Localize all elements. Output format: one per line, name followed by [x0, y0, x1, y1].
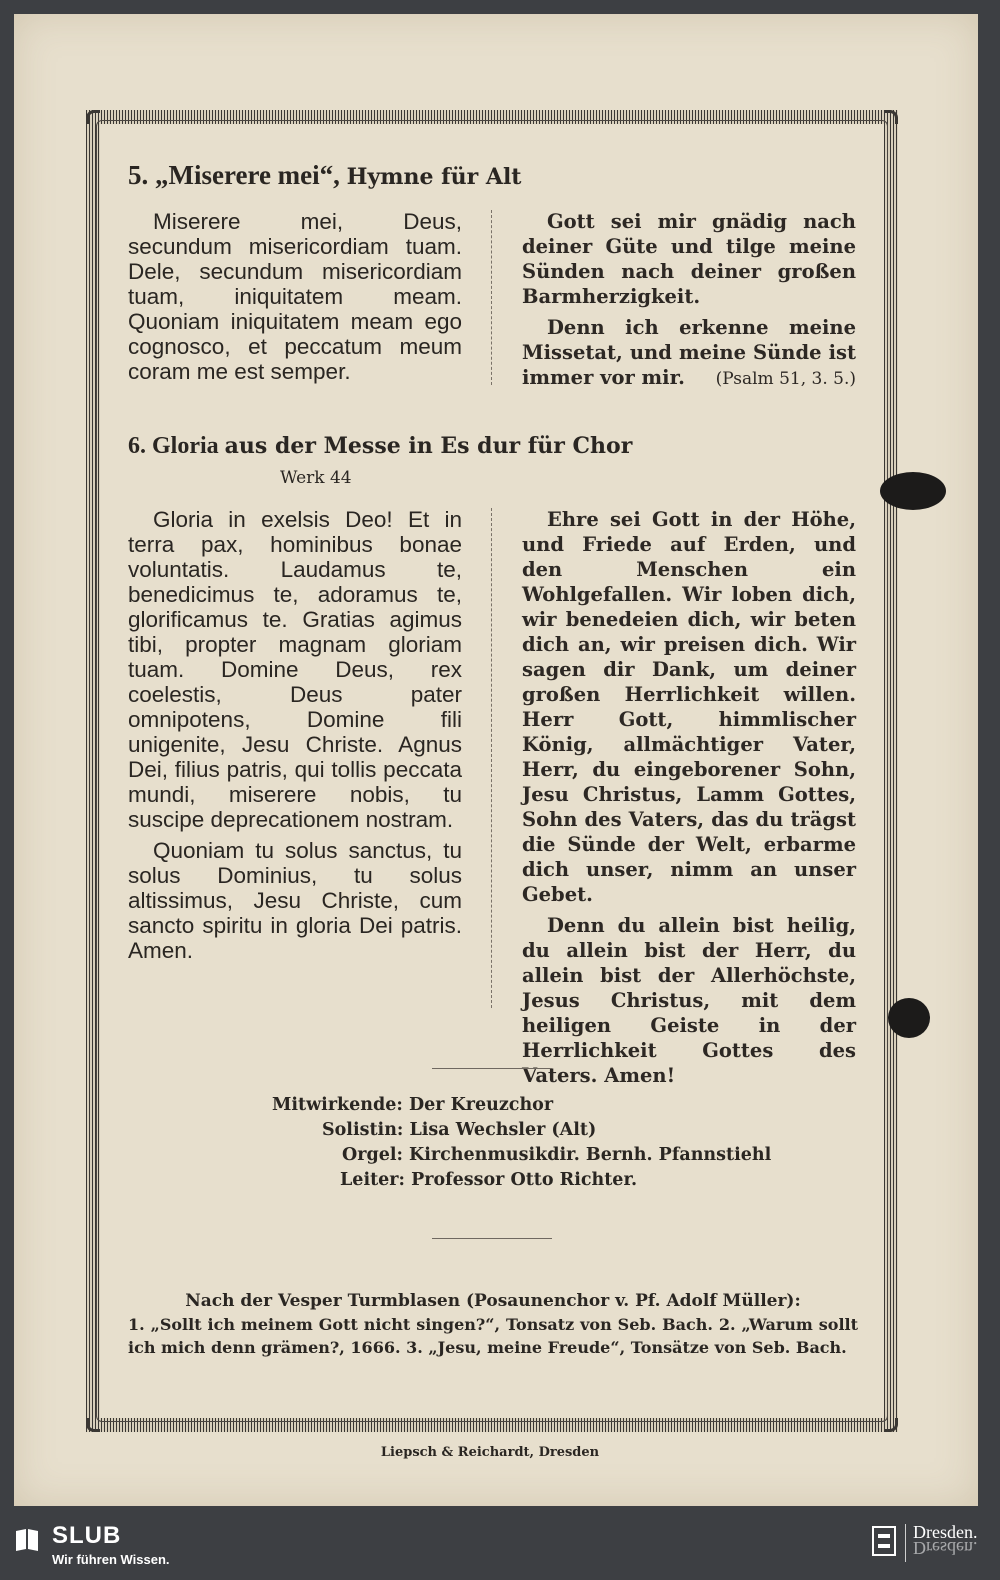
performers-list	[272, 1093, 771, 1193]
credit-label: Mitwirkende:	[272, 1095, 403, 1115]
credit-row	[272, 1118, 771, 1143]
latin-paragraph: Gloria in exelsis Deo! Et in terra pax, hominibus bonae voluntatis. Laudamus te, benedicimus te, adoramus te, glorificamus te. Gratias agimus tibi, propter magnam gloriam tuam. Domine Deus, rex coelestis, Deus pater omnipotens, Domine fili unigenite, Jesu Christe. Agnus Dei, filius patris, qui tollis peccata mundi, miserere nobis, tu suscipe deprecationem nostram.	[128, 507, 462, 832]
german-paragraph: Gott sei mir gnädig nach deiner Güte und tilge meine Sünden nach deiner großen Barmherzigkeit.	[522, 210, 856, 308]
divider-rule	[432, 1068, 552, 1069]
vesper-title: Nach der Vesper Turmblasen (Posaunenchor v. Pf. Adolf Müller):	[185, 1291, 801, 1311]
section-5-title: 5. „Miserere mei“,	[128, 160, 340, 190]
book-icon	[14, 1526, 40, 1552]
footer-bar	[0, 1516, 1000, 1580]
latin-paragraph: Miserere mei, Deus, secundum misericordiam tuam. Dele, secundum misericordiam tuam, iniquitatem meam. Quoniam iniquitatem meam ego cognosco, et peccatum meum coram me est semper.	[128, 209, 462, 384]
credit-row	[272, 1143, 771, 1168]
column-divider	[491, 508, 492, 1008]
credit-label: Orgel:	[342, 1145, 403, 1165]
section-5-heading	[128, 160, 521, 191]
punch-hole	[880, 472, 946, 510]
vesper-note	[128, 1290, 858, 1359]
dresden-text-reflection: Dresden.	[913, 1538, 978, 1558]
divider-rule	[432, 1238, 552, 1239]
latin-paragraph: Quoniam tu solus sanctus, tu solus Dominius, tu solus altissimus, Jesu Christe, cum sancto spiritu in gloria Dei patris. Amen.	[128, 838, 462, 963]
credit-value: Kirchenmusikdir. Bernh. Pfannstiehl	[409, 1145, 772, 1165]
dresden-text: Dresden.	[913, 1522, 978, 1542]
printer-imprint: Liepsch & Reichardt, Dresden	[380, 1445, 600, 1460]
brand-tagline: Wir führen Wissen.	[52, 1552, 170, 1567]
border-corner	[86, 1418, 100, 1432]
dresden-logo[interactable]	[913, 1524, 977, 1556]
border-corner	[86, 110, 100, 124]
credit-row	[272, 1168, 771, 1193]
punch-hole	[888, 998, 930, 1038]
german-text: Denn ich erkenne meine Missetat, und meine Sünde ist immer vor mir.	[522, 316, 856, 389]
credit-row	[272, 1093, 771, 1118]
brand-logo-text[interactable]: SLUB	[52, 1522, 122, 1549]
section-6-title: 6. Gloria	[128, 433, 219, 459]
german-paragraph	[522, 315, 856, 390]
section-5-subtitle: Hymne für Alt	[346, 164, 522, 190]
credit-label: Solistin:	[322, 1120, 404, 1140]
section-5-latin	[128, 209, 462, 384]
credit-value: Der Kreuzchor	[408, 1095, 554, 1115]
credit-label: Leiter:	[340, 1170, 405, 1190]
section-5-german	[522, 209, 856, 392]
dresden-crest-icon	[872, 1526, 896, 1556]
section-6-latin	[128, 507, 462, 963]
german-paragraph: Denn du allein bist heilig, du allein bist der Herr, du allein bist der Allerhöchste, Jesus Christus, mit dem heiligen Geiste in der Herrlichkeit Gottes des Vaters. Amen!	[522, 914, 856, 1087]
credit-value: Lisa Wechsler (Alt)	[409, 1120, 597, 1140]
section-6-subtitle: aus der Messe in Es dur für Chor	[224, 433, 633, 459]
work-number: Werk 44	[280, 468, 352, 488]
section-6-german	[522, 507, 856, 1088]
border-corner	[884, 110, 898, 124]
german-paragraph: Ehre sei Gott in der Höhe, und Friede auf Erden, und den Menschen ein Wohlgefallen. Wir loben dich, wir benedeien dich, wir beten dich an, wir preisen dich. Wir sagen dir Dank, um deiner großen Herrlichkeit willen. Herr Gott, himmlischer König, allmächtiger Vater, Herr, du eingeborener Sohn, Jesu Christus, Lamm Gottes, Sohn des Vaters, das du trägst die Sünde der Welt, erbarme dich unser, nimm an unser Gebet.	[522, 508, 856, 906]
section-6-heading	[128, 433, 632, 460]
vesper-list: 1. „Sollt ich meinem Gott nicht singen?“, Tonsatz von Seb. Bach. 2. „Warum sollt ich mich denn grämen?, 1666. 3. „Jesu, meine Freude“, Tonsätze von Seb. Bach.	[128, 1315, 858, 1357]
psalm-reference: (Psalm 51, 3. 5.)	[715, 369, 856, 389]
credit-value: Professor Otto Richter.	[411, 1170, 638, 1190]
footer-divider	[905, 1524, 906, 1562]
column-divider	[491, 210, 492, 385]
